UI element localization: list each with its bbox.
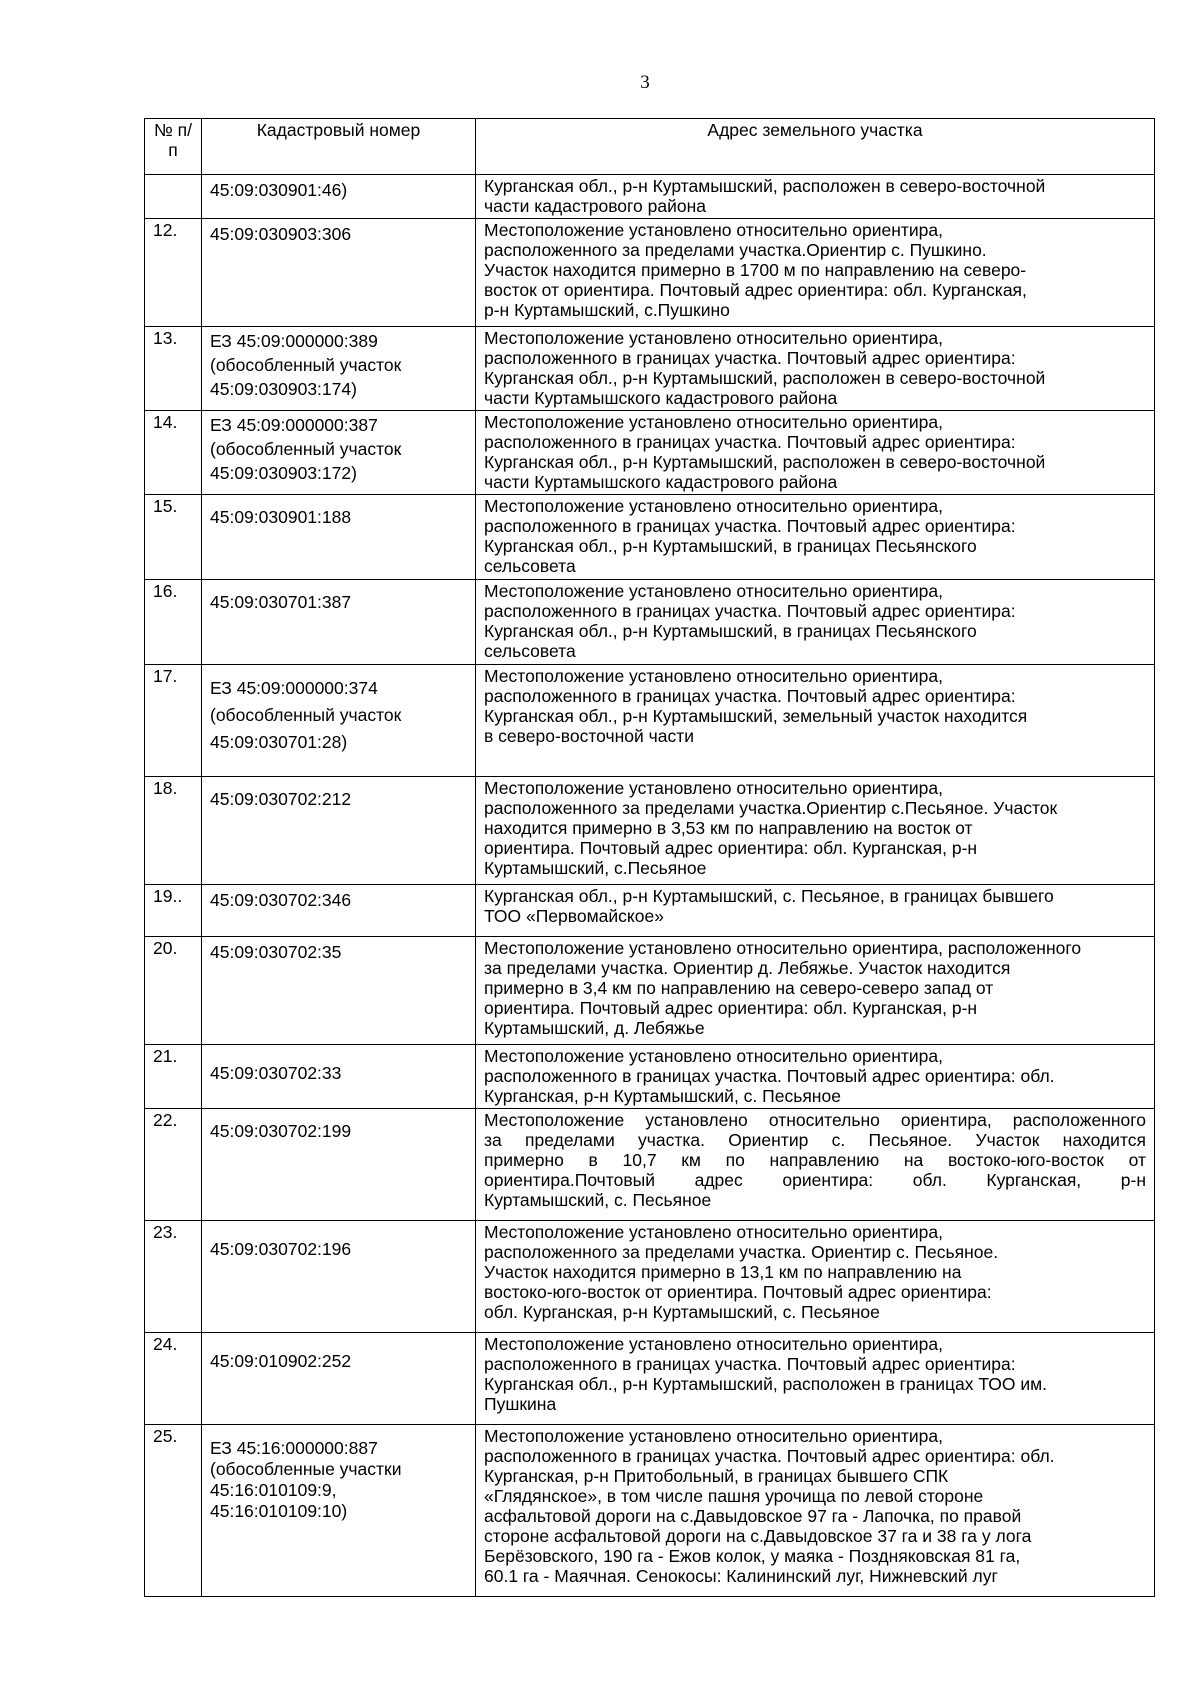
cadastral-number bbox=[202, 1045, 476, 1109]
row-number: 25. bbox=[145, 1425, 202, 1597]
address-line: Курганская обл., р-н Куртамышский, в границах Песьянского bbox=[484, 621, 977, 641]
plot-address bbox=[476, 777, 1155, 885]
plot-address bbox=[476, 1045, 1155, 1109]
address-line: Курганская обл., р-н Куртамышский, расположен в северо-восточной bbox=[484, 368, 1046, 388]
plot-address bbox=[476, 495, 1155, 580]
address-line: Местоположение установлено относительно ориентира, bbox=[484, 496, 943, 516]
address-line: части Куртамышского кадастрового района bbox=[484, 388, 838, 408]
address-line: восток от ориентира. Почтовый адрес ориентира: обл. Курганская, bbox=[484, 280, 1027, 300]
address-line: 60.1 га - Маячная. Сенокосы: Калининский луг, Нижневский луг bbox=[484, 1566, 998, 1586]
address-line: Местоположение установлено относительно ориентира, bbox=[484, 1426, 943, 1446]
cadastral-line: (обособленный участок bbox=[210, 355, 402, 375]
cadastral-number bbox=[202, 665, 476, 777]
address-line: Берёзовского, 190 га - Ежов колок, у маяка - Поздняковская 81 га, bbox=[484, 1546, 1021, 1566]
cadastral-line: 45:09:030903:306 bbox=[210, 224, 352, 244]
address-line: Местоположение установлено относительно ориентира, расположенного bbox=[484, 938, 1082, 958]
cadastral-number bbox=[202, 885, 476, 937]
row-number: 12. bbox=[145, 219, 202, 327]
address-line: Курганская обл., р-н Куртамышский, расположен в границах ТОО им. bbox=[484, 1374, 1047, 1394]
cadastral-line: ЕЗ 45:09:000000:387 bbox=[210, 415, 378, 435]
address-line: Курганская обл., р-н Куртамышский, расположен в северо-восточной bbox=[484, 176, 1046, 196]
cadastral-line: 45:09:030701:387 bbox=[210, 592, 352, 612]
table-body bbox=[145, 175, 1155, 1597]
address-line: Участок находится примерно в 1700 м по направлению на северо- bbox=[484, 260, 1027, 280]
table-row bbox=[145, 777, 1155, 885]
address-line: асфальтовой дороги на с.Давыдовское 97 га - Лапочка, по правой bbox=[484, 1506, 1022, 1526]
address-line: Курганская обл., р-н Куртамышский, с. Песьяное, в границах бывшего bbox=[484, 886, 1054, 906]
address-line: Курганская обл., р-н Куртамышский, земельный участок находится bbox=[484, 706, 1028, 726]
plot-address bbox=[476, 885, 1155, 937]
address-line: стороне асфальтовой дороги на с.Давыдовское 37 га и 38 га у лога bbox=[484, 1526, 1032, 1546]
address-line: расположенного в границах участка. Почтовый адрес ориентира: обл. bbox=[484, 1066, 1055, 1086]
plot-address bbox=[476, 580, 1155, 665]
cadastral-number bbox=[202, 495, 476, 580]
table-row bbox=[145, 1425, 1155, 1597]
cadastral-number bbox=[202, 175, 476, 219]
address-line: за пределами участка. Ориентир д. Лебяжье. Участок находится bbox=[484, 958, 1011, 978]
address-line: расположенного в границах участка. Почтовый адрес ориентира: bbox=[484, 516, 1016, 536]
cadastral-number bbox=[202, 327, 476, 411]
header-number: № п/п bbox=[145, 119, 202, 175]
cadastral-line: 45:09:030903:172) bbox=[210, 463, 357, 483]
table-header-row bbox=[145, 119, 1155, 175]
address-line: примерно в 10,7 км по направлению на востоко-юго-восток от bbox=[484, 1150, 1146, 1170]
address-line: за пределами участка. Ориентир с. Песьяное. Участок находится bbox=[484, 1130, 1146, 1150]
plot-address bbox=[476, 937, 1155, 1045]
row-number: 24. bbox=[145, 1333, 202, 1425]
plot-address bbox=[476, 411, 1155, 495]
row-number: 14. bbox=[145, 411, 202, 495]
address-line: расположенного в границах участка. Почтовый адрес ориентира: bbox=[484, 432, 1016, 452]
address-line: ориентира. Почтовый адрес ориентира: обл. Курганская, р-н bbox=[484, 998, 978, 1018]
address-line: востоко-юго-восток от ориентира. Почтовый адрес ориентира: bbox=[484, 1282, 992, 1302]
table-row bbox=[145, 1045, 1155, 1109]
address-line: Местоположение установлено относительно ориентира, bbox=[484, 778, 943, 798]
table-row bbox=[145, 665, 1155, 777]
address-line: расположенного в границах участка. Почтовый адрес ориентира: bbox=[484, 601, 1016, 621]
address-line: части Куртамышского кадастрового района bbox=[484, 472, 838, 492]
address-line: Местоположение установлено относительно ориентира, bbox=[484, 1222, 943, 1242]
cadastral-line: 45:16:010109:9, bbox=[210, 1480, 337, 1500]
address-line: Местоположение установлено относительно ориентира, bbox=[484, 666, 943, 686]
table-row bbox=[145, 327, 1155, 411]
land-plots-table bbox=[144, 118, 1155, 1597]
cadastral-number bbox=[202, 1425, 476, 1597]
address-line: расположенного в границах участка. Почтовый адрес ориентира: обл. bbox=[484, 1446, 1055, 1466]
row-number: 19.. bbox=[145, 885, 202, 937]
cadastral-line: 45:09:030901:46) bbox=[210, 180, 348, 200]
table-row bbox=[145, 1109, 1155, 1221]
cadastral-line: 45:09:010902:252 bbox=[210, 1351, 352, 1371]
cadastral-number bbox=[202, 1221, 476, 1333]
table-row bbox=[145, 1333, 1155, 1425]
cadastral-line: 45:09:030901:188 bbox=[210, 507, 352, 527]
address-line: расположенного в границах участка. Почтовый адрес ориентира: bbox=[484, 686, 1016, 706]
address-line: Куртамышский, д. Лебяжье bbox=[484, 1018, 705, 1038]
cadastral-line: 45:09:030702:212 bbox=[210, 789, 352, 809]
cadastral-line: 45:09:030702:35 bbox=[210, 942, 342, 962]
page-number: 3 bbox=[640, 72, 650, 93]
address-line: ориентира. Почтовый адрес ориентира: обл. Курганская, р-н bbox=[484, 838, 978, 858]
address-line: Куртамышский, с.Песьяное bbox=[484, 858, 707, 878]
address-line: обл. Курганская, р-н Куртамышский, с. Песьяное bbox=[484, 1302, 880, 1322]
cadastral-line: (обособленный участок bbox=[210, 705, 402, 725]
address-line: Курганская обл., р-н Куртамышский, расположен в северо-восточной bbox=[484, 452, 1046, 472]
table-row bbox=[145, 937, 1155, 1045]
cadastral-line: ЕЗ 45:16:000000:887 bbox=[210, 1438, 378, 1458]
table-row bbox=[145, 175, 1155, 219]
cadastral-number bbox=[202, 937, 476, 1045]
table-row bbox=[145, 1221, 1155, 1333]
address-line: ТОО «Первомайское» bbox=[484, 906, 664, 926]
cadastral-number bbox=[202, 219, 476, 327]
row-number: 15. bbox=[145, 495, 202, 580]
row-number: 21. bbox=[145, 1045, 202, 1109]
cadastral-line: 45:16:010109:10) bbox=[210, 1501, 348, 1521]
table-row bbox=[145, 885, 1155, 937]
row-number: 17. bbox=[145, 665, 202, 777]
cadastral-number bbox=[202, 580, 476, 665]
table-row bbox=[145, 411, 1155, 495]
header-cadastral-number: Кадастровый номер bbox=[202, 119, 476, 175]
address-line: сельсовета bbox=[484, 556, 576, 576]
cadastral-line: 45:09:030702:199 bbox=[210, 1121, 352, 1141]
row-number: 20. bbox=[145, 937, 202, 1045]
address-line: расположенного в границах участка. Почтовый адрес ориентира: bbox=[484, 348, 1016, 368]
plot-address bbox=[476, 219, 1155, 327]
address-line: Местоположение установлено относительно ориентира, bbox=[484, 581, 943, 601]
row-number: 18. bbox=[145, 777, 202, 885]
cadastral-line: 45:09:030701:28) bbox=[210, 732, 348, 752]
plot-address bbox=[476, 665, 1155, 777]
address-line: р-н Куртамышский, с.Пушкино bbox=[484, 300, 730, 320]
plot-address bbox=[476, 1425, 1155, 1597]
plot-address bbox=[476, 175, 1155, 219]
cadastral-line: ЕЗ 45:09:000000:389 bbox=[210, 331, 378, 351]
address-line: Курганская обл., р-н Куртамышский, в границах Песьянского bbox=[484, 536, 977, 556]
address-line: примерно в 3,4 км по направлению на северо-северо запад от bbox=[484, 978, 994, 998]
cadastral-line: (обособленные участки bbox=[210, 1459, 402, 1479]
cadastral-line: 45:09:030702:33 bbox=[210, 1063, 342, 1083]
cadastral-number bbox=[202, 777, 476, 885]
row-number bbox=[145, 175, 202, 219]
cadastral-line: 45:09:030903:174) bbox=[210, 379, 357, 399]
address-line: Курганская, р-н Притобольный, в границах бывшего СПК bbox=[484, 1466, 949, 1486]
row-number: 16. bbox=[145, 580, 202, 665]
address-line: находится примерно в 3,53 км по направлению на восток от bbox=[484, 818, 973, 838]
cadastral-line: 45:09:030702:346 bbox=[210, 890, 352, 910]
cadastral-number bbox=[202, 1333, 476, 1425]
address-line: Местоположение установлено относительно ориентира, bbox=[484, 1046, 943, 1066]
table-row bbox=[145, 580, 1155, 665]
address-line: Участок находится примерно в 13,1 км по направлению на bbox=[484, 1262, 962, 1282]
plot-address bbox=[476, 1333, 1155, 1425]
cadastral-line: ЕЗ 45:09:000000:374 bbox=[210, 678, 378, 698]
row-number: 13. bbox=[145, 327, 202, 411]
address-line: части кадастрового района bbox=[484, 196, 706, 216]
address-line: Курганская, р-н Куртамышский, с. Песьяное bbox=[484, 1086, 841, 1106]
address-line: Пушкина bbox=[484, 1394, 557, 1414]
table-row bbox=[145, 495, 1155, 580]
address-line: Местоположение установлено относительно ориентира, bbox=[484, 1334, 943, 1354]
row-number: 22. bbox=[145, 1109, 202, 1221]
plot-address bbox=[476, 1221, 1155, 1333]
address-line: ориентира.Почтовый адрес ориентира: обл. Курганская, р-н bbox=[484, 1170, 1146, 1190]
cadastral-line: (обособленный участок bbox=[210, 439, 402, 459]
plot-address bbox=[476, 1109, 1155, 1221]
row-number: 23. bbox=[145, 1221, 202, 1333]
table-row bbox=[145, 219, 1155, 327]
address-line: в северо-восточной части bbox=[484, 726, 695, 746]
cadastral-number bbox=[202, 1109, 476, 1221]
address-line: Местоположение установлено относительно ориентира, bbox=[484, 328, 943, 348]
address-line: «Глядянское», в том числе пашня урочища по левой стороне bbox=[484, 1486, 984, 1506]
address-line: Местоположение установлено относительно ориентира, bbox=[484, 220, 943, 240]
address-line: расположенного за пределами участка.Ориентир с. Пушкино. bbox=[484, 240, 987, 260]
address-line: Куртамышский, с. Песьяное bbox=[484, 1190, 712, 1210]
address-line: расположенного за пределами участка. Ориентир с. Песьяное. bbox=[484, 1242, 999, 1262]
address-line: Местоположение установлено относительно ориентира, bbox=[484, 412, 943, 432]
address-line: сельсовета bbox=[484, 641, 576, 661]
header-address: Адрес земельного участка bbox=[476, 119, 1155, 175]
address-line: Местоположение установлено относительно ориентира, расположенного bbox=[484, 1110, 1146, 1130]
cadastral-line: 45:09:030702:196 bbox=[210, 1239, 352, 1259]
plot-address bbox=[476, 327, 1155, 411]
cadastral-number bbox=[202, 411, 476, 495]
address-line: расположенного в границах участка. Почтовый адрес ориентира: bbox=[484, 1354, 1016, 1374]
address-line: расположенного за пределами участка.Ориентир с.Песьяное. Участок bbox=[484, 798, 1058, 818]
